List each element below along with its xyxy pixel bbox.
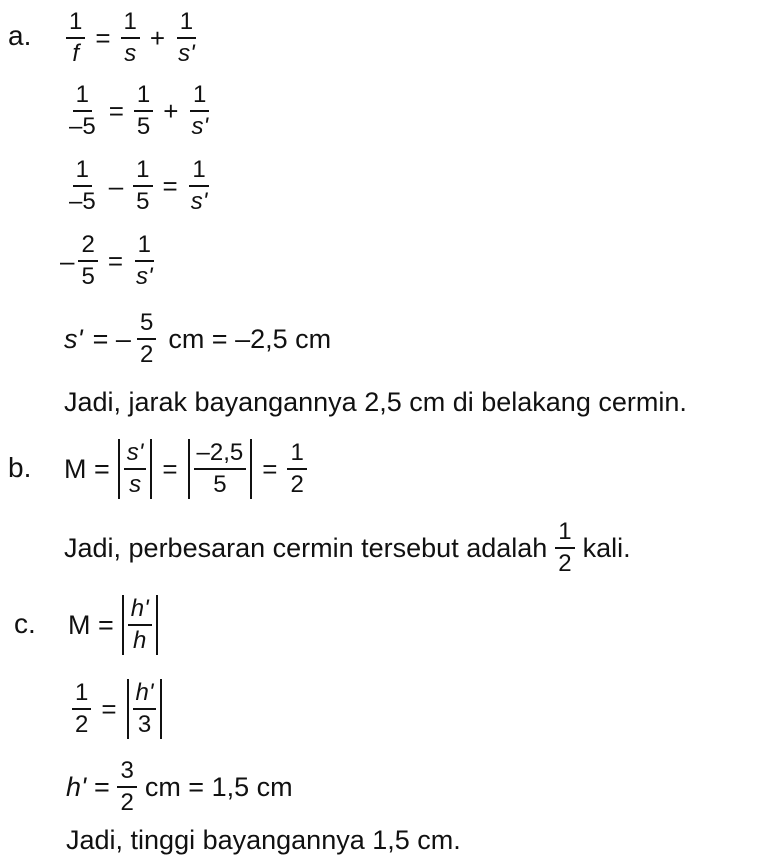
part-a-conclusion: Jadi, jarak bayangannya 2,5 cm di belakang cermin.	[64, 386, 687, 417]
part-a-equation-3: $\frac{1}{-5}$ – $\frac{1}{5}$ = $\frac{1}{s'}$	[69, 156, 208, 215]
part-c-equation-2: $\frac{1}{2}$ = $\frac{h'}{3}$	[70, 676, 164, 742]
part-a-equation-5: s' = – $\frac{5}{2}$ cm = –2,5 cm	[64, 309, 332, 368]
part-c-equation-3: h' = $\frac{3}{2}$ cm = 1,5 cm	[66, 757, 293, 816]
fraction-1-over-s: $\frac{1}{s}$	[121, 10, 140, 66]
part-c-label: c.	[14, 608, 36, 639]
part-a-label: a.	[8, 20, 32, 51]
part-c-conclusion: Jadi, tinggi bayangannya 1,5 cm.	[66, 824, 461, 855]
part-b-equation: M = $\frac{s'}{s}$ = $\frac{-2,5}{5}$ = $\frac{1}{2}$	[64, 436, 309, 502]
absolute-value-numeric-ratio: $\frac{-2,5}{5}$	[188, 439, 253, 499]
fraction-1-over-s-prime: $\frac{1}{s'}$	[178, 8, 195, 67]
fraction-1-over-f: $\frac{1}{f}$	[66, 10, 85, 66]
part-a-equation-2: $\frac{1}{-5}$ = $\frac{1}{5}$ + $\frac{1}{s'}$	[69, 81, 209, 140]
part-b-label: b.	[8, 452, 32, 483]
part-c-equation-1: M = $\frac{h'}{h}$	[68, 592, 160, 658]
part-b-conclusion: Jadi, perbesaran cermin tersebut adalah $\frac{1}{2}$ kali.	[64, 518, 631, 577]
part-a-equation-1: $\frac{1}{f}$ = $\frac{1}{s}$ + $\frac{1}{s'}$	[64, 8, 200, 68]
absolute-value-s-ratio: $\frac{s'}{s}$	[118, 439, 153, 499]
part-a-equation-4: – $\frac{2}{5}$ = $\frac{1}{s'}$	[60, 231, 153, 290]
